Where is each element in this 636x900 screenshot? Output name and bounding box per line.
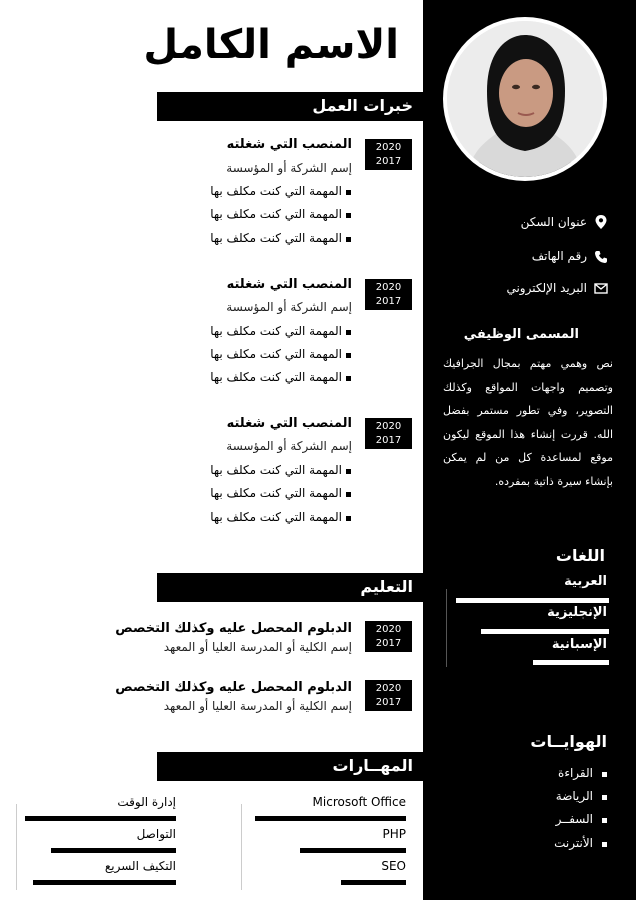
phone-icon (594, 250, 608, 264)
envelope-icon (594, 281, 608, 295)
skill-label: إدارة الوقت (117, 795, 176, 809)
bullet-icon (346, 190, 351, 195)
company-name: إسم الشركة أو المؤسسة (226, 300, 352, 314)
bullet-icon (602, 795, 607, 800)
languages-title: اللغات (555, 546, 605, 565)
task-item: المهمة التي كنت مكلف بها (210, 370, 342, 384)
hobby-item: الأنترنت (554, 836, 593, 850)
date-box (365, 621, 412, 652)
hobby-item: القراءة (558, 766, 593, 780)
skill-bar (33, 880, 176, 885)
bullet-icon (346, 376, 351, 381)
task-item: المهمة التي كنت مكلف بها (210, 184, 342, 198)
degree-title: الدبلوم المحصل عليه وكذلك التخصص (115, 621, 352, 636)
full-name: الاسم الكامل (143, 22, 399, 68)
divider (16, 804, 17, 890)
hobbies-title: الهوايــات (530, 732, 607, 751)
date-from: 2017 (375, 697, 402, 708)
date-to: 2020 (375, 683, 402, 694)
skill-label: التكيف السريع (104, 859, 176, 873)
date-from: 2017 (375, 156, 402, 167)
divider (446, 589, 447, 667)
task-item: المهمة التي كنت مكلف بها (210, 510, 342, 524)
avatar (447, 21, 603, 177)
skill-bar (51, 848, 176, 853)
date-box (365, 139, 412, 170)
job-title: المنصب التي شغلته (226, 277, 352, 292)
date-to: 2020 (375, 421, 402, 432)
education-title: التعليم (360, 577, 413, 596)
company-name: إسم الشركة أو المؤسسة (226, 161, 352, 175)
divider (241, 804, 242, 890)
task-item: المهمة التي كنت مكلف بها (210, 486, 342, 500)
date-to: 2020 (375, 624, 402, 635)
skills-title: المهــارات (332, 756, 413, 775)
experience-title: خبرات العمل (312, 96, 413, 115)
bullet-icon (346, 330, 351, 335)
skill-bar (25, 816, 176, 821)
skill-label: SEO (381, 859, 406, 873)
skill-label: Microsoft Office (312, 795, 406, 809)
language-bar (533, 660, 609, 665)
company-name: إسم الشركة أو المؤسسة (226, 439, 352, 453)
task-item: المهمة التي كنت مكلف بها (210, 463, 342, 477)
skill-bar (341, 880, 406, 885)
date-from: 2017 (375, 638, 402, 649)
task-item: المهمة التي كنت مكلف بها (210, 207, 342, 221)
bullet-icon (346, 213, 351, 218)
language-label: الإنجليزية (547, 605, 607, 620)
task-item: المهمة التي كنت مكلف بها (210, 231, 342, 245)
job-title: المنصب التي شغلته (226, 137, 352, 152)
experience-header (157, 92, 423, 121)
degree-title: الدبلوم المحصل عليه وكذلك التخصص (115, 680, 352, 695)
profile-text: نص وهمي مهتم بمجال الجرافيك وتصميم واجهات المواقع وكذلك التصوير، وفي تطور مستمر بفضل الله. قررت إنشاء هذا الموقع ليكون موقع لمساعدة كل من لم يمكن بإنشاء سيرة ذاتية بمفرده. (443, 357, 613, 488)
language-label: العربية (564, 574, 607, 589)
date-box (365, 418, 412, 449)
language-label: الإسبانية (551, 637, 607, 652)
school-name: إسم الكلية أو المدرسة العليا أو المعهد (163, 699, 352, 713)
date-from: 2017 (375, 435, 402, 446)
bullet-icon (602, 818, 607, 823)
address: عنوان السكن (520, 215, 587, 229)
date-to: 2020 (375, 282, 402, 293)
language-bar (481, 629, 609, 634)
task-item: المهمة التي كنت مكلف بها (210, 324, 342, 338)
email: البريد الإلكتروني (506, 281, 587, 295)
date-box (365, 279, 412, 310)
hobby-item: الرياضة (555, 789, 593, 803)
bullet-icon (346, 353, 351, 358)
education-header (157, 573, 423, 602)
job-title-heading: المسمى الوظيفي (463, 327, 579, 342)
skill-bar (255, 816, 406, 821)
school-name: إسم الكلية أو المدرسة العليا أو المعهد (163, 640, 352, 654)
language-bar (456, 598, 609, 603)
date-from: 2017 (375, 296, 402, 307)
skill-bar (300, 848, 406, 853)
phone: رقم الهاتف (531, 249, 587, 263)
date-to: 2020 (375, 142, 402, 153)
job-title: المنصب التي شغلته (226, 416, 352, 431)
skill-label: التواصل (136, 827, 176, 841)
skills-header (157, 752, 423, 781)
profile-photo (443, 17, 607, 181)
bullet-icon (346, 492, 351, 497)
location-pin-icon (594, 215, 608, 229)
date-box (365, 680, 412, 711)
skill-label: PHP (382, 827, 406, 841)
hobby-item: السفــر (555, 812, 593, 826)
bullet-icon (346, 516, 351, 521)
bullet-icon (602, 842, 607, 847)
bullet-icon (346, 469, 351, 474)
task-item: المهمة التي كنت مكلف بها (210, 347, 342, 361)
bullet-icon (602, 772, 607, 777)
bullet-icon (346, 237, 351, 242)
